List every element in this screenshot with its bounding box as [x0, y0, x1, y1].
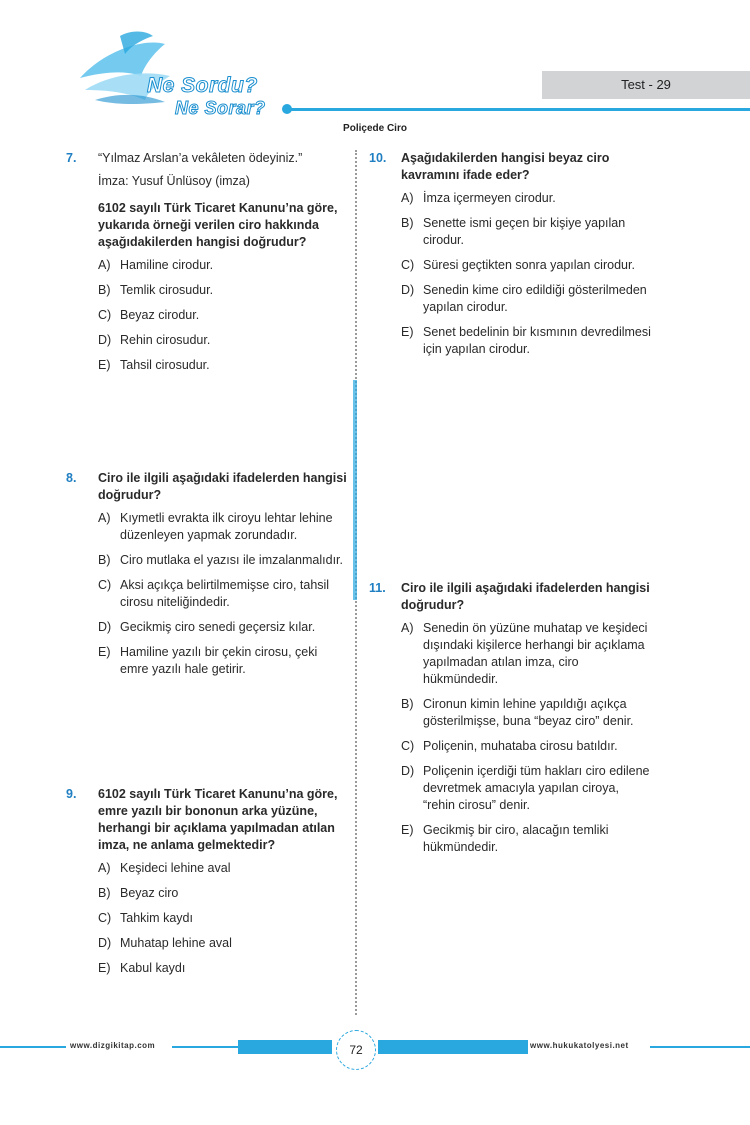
option-text: Senet bedelinin bir kısmının devredilmesi için yapılan cirodur. [423, 325, 651, 356]
option-a[interactable] [401, 620, 651, 688]
option-letter: D) [401, 764, 415, 778]
option-text: Rehin cirosudur. [120, 333, 211, 347]
logo-line1: Ne Sordu? [147, 74, 258, 97]
option-text: Süresi geçtikten sonra yapılan cirodur. [423, 258, 635, 272]
question-stem: 6102 sayılı Türk Ticaret Kanunu’na göre, yukarıda örneği verilen ciro hakkında aşağıdakilerden hangisi doğrudur? [98, 201, 338, 249]
option-b[interactable] [98, 282, 348, 299]
option-letter: D) [401, 283, 415, 297]
option-text: Gecikmiş bir ciro, alacağın temliki hükmündedir. [423, 823, 609, 854]
option-d[interactable] [98, 619, 348, 636]
option-text: Kıymetli evrakta ilk ciroyu lehtar lehine düzenleyen yapmak zorundadır. [120, 511, 333, 542]
question-quote: “Yılmaz Arslan’a vekâleten ödeyiniz.” [98, 151, 303, 165]
option-e[interactable] [98, 357, 348, 374]
option-b[interactable] [98, 552, 348, 569]
option-text: Hamiline cirodur. [120, 258, 214, 272]
option-text: Cironun kimin lehine yapıldığı açıkça gösterilmişse, buna “beyaz ciro” denir. [423, 697, 634, 728]
option-text: Keşideci lehine aval [120, 861, 231, 875]
option-text: Senette ismi geçen bir kişiye yapılan cirodur. [423, 216, 626, 247]
question-11 [369, 580, 651, 864]
option-e[interactable] [98, 644, 348, 678]
option-letter: B) [98, 886, 111, 900]
option-text: Temlik cirosudur. [120, 283, 214, 297]
option-letter: C) [401, 739, 415, 753]
option-c[interactable] [98, 577, 348, 611]
option-letter: A) [98, 511, 111, 525]
option-b[interactable] [401, 215, 651, 249]
option-d[interactable] [98, 935, 348, 952]
column-accent-bar [353, 380, 357, 600]
option-letter: C) [401, 258, 415, 272]
question-10 [369, 150, 651, 366]
option-e[interactable] [98, 960, 348, 977]
option-a[interactable] [98, 860, 348, 877]
option-letter: B) [98, 283, 111, 297]
option-list [98, 860, 348, 977]
option-b[interactable] [401, 696, 651, 730]
option-letter: E) [98, 645, 111, 659]
option-letter: A) [401, 191, 414, 205]
option-c[interactable] [98, 307, 348, 324]
option-letter: E) [401, 325, 414, 339]
option-e[interactable] [401, 324, 651, 358]
question-7 [66, 150, 348, 382]
option-letter: B) [98, 553, 111, 567]
option-letter: A) [98, 861, 111, 875]
question-stem: 6102 sayılı Türk Ticaret Kanunu’na göre, emre yazılı bir bononun arka yüzüne, herhangi bir açıklama yapılmadan atılan imza, ne anlama gelmektedir? [98, 787, 338, 852]
footer-url-left: www.dizgikitap.com [70, 1041, 156, 1050]
footer-url-right: www.hukukatolyesi.net [530, 1041, 629, 1050]
option-letter: E) [98, 961, 111, 975]
option-text: Tahkim kaydı [120, 911, 193, 925]
option-c[interactable] [98, 910, 348, 927]
option-text: Aksi açıkça belirtilmemişse ciro, tahsil cirosu niteliğindedir. [120, 578, 330, 609]
option-text: Tahsil cirosudur. [120, 358, 210, 372]
question-number: 9. [66, 787, 77, 801]
footer-line-right [650, 1046, 750, 1048]
option-letter: C) [98, 911, 112, 925]
option-text: Senedin kime ciro edildiği gösterilmeden yapılan cirodur. [423, 283, 647, 314]
option-c[interactable] [401, 738, 651, 755]
question-8 [66, 470, 348, 686]
option-text: Gecikmiş ciro senedi geçersiz kılar. [120, 620, 316, 634]
option-list [98, 510, 348, 678]
option-e[interactable] [401, 822, 651, 856]
option-text: Beyaz ciro [120, 886, 179, 900]
option-letter: C) [98, 308, 112, 322]
option-text: Poliçenin içerdiği tüm hakları ciro edilene devretmek amacıyla yapılan ciroya, “rehin cirosu” denir. [423, 764, 650, 812]
option-list [401, 190, 651, 358]
option-a[interactable] [401, 190, 651, 207]
option-d[interactable] [98, 332, 348, 349]
option-a[interactable] [98, 510, 348, 544]
question-signature: İmza: Yusuf Ünlüsoy (imza) [98, 174, 250, 188]
option-list [98, 257, 348, 374]
brand-logo [75, 30, 295, 120]
question-number: 11. [369, 581, 386, 595]
option-letter: E) [401, 823, 414, 837]
option-d[interactable] [401, 763, 651, 814]
question-number: 7. [66, 151, 77, 165]
option-text: Ciro mutlaka el yazısı ile imzalanmalıdır. [120, 553, 343, 567]
test-label: Test - 29 [542, 71, 750, 99]
question-9 [66, 786, 348, 985]
option-list [401, 620, 651, 856]
option-d[interactable] [401, 282, 651, 316]
question-number: 10. [369, 151, 387, 165]
option-b[interactable] [98, 885, 348, 902]
option-letter: E) [98, 358, 111, 372]
page-topic: Poliçede Ciro [343, 123, 407, 134]
footer-line-left-mid [172, 1046, 238, 1048]
footer-block-left [238, 1040, 332, 1054]
logo-line2: Ne Sorar? [175, 98, 266, 118]
option-text: İmza içermeyen cirodur. [423, 191, 556, 205]
question-number: 8. [66, 471, 77, 485]
option-letter: D) [98, 620, 112, 634]
question-stem: Ciro ile ilgili aşağıdaki ifadelerden hangisi doğrudur? [401, 581, 650, 612]
question-stem: Aşağıdakilerden hangisi beyaz ciro kavramını ifade eder? [401, 151, 610, 182]
footer-block-right [378, 1040, 528, 1054]
option-letter: D) [98, 333, 112, 347]
footer-line-left [0, 1046, 66, 1048]
option-letter: B) [401, 697, 414, 711]
question-stem: Ciro ile ilgili aşağıdaki ifadelerden hangisi doğrudur? [98, 471, 347, 502]
option-text: Hamiline yazılı bir çekin cirosu, çeki emre yazılı hale getirir. [120, 645, 318, 676]
option-text: Muhatap lehine aval [120, 936, 232, 950]
option-letter: A) [98, 258, 111, 272]
option-text: Kabul kaydı [120, 961, 186, 975]
option-text: Senedin ön yüzüne muhatap ve keşideci dışındaki kişilerce herhangi bir açıklama yapılmadan atılan imza, ciro hükmündedir. [423, 621, 648, 686]
option-a[interactable] [98, 257, 348, 274]
option-c[interactable] [401, 257, 651, 274]
option-letter: D) [98, 936, 112, 950]
option-text: Poliçenin, muhataba cirosu batıldır. [423, 739, 618, 753]
option-letter: B) [401, 216, 414, 230]
option-text: Beyaz cirodur. [120, 308, 200, 322]
option-letter: C) [98, 578, 112, 592]
page-number: 72 [336, 1030, 376, 1070]
option-letter: A) [401, 621, 414, 635]
header-line [290, 108, 750, 111]
